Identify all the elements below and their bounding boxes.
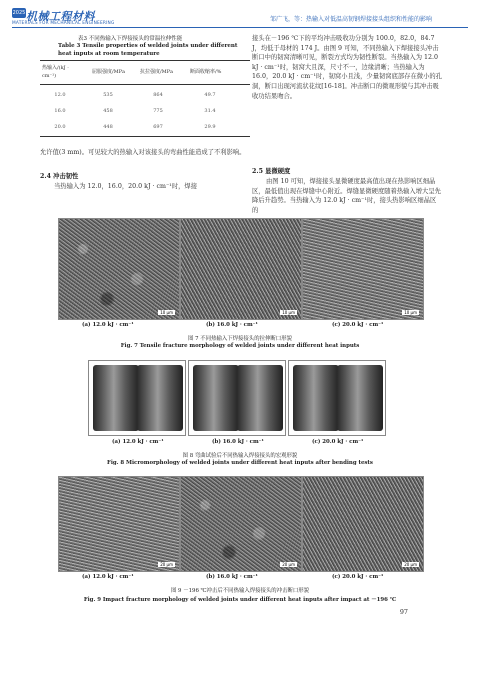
- fig9-label-b: (b) 16.0 kJ · cm⁻¹: [206, 574, 258, 580]
- fig7-label-a: (a) 12.0 kJ · cm⁻¹: [82, 322, 134, 328]
- scale-bar: 20 μm: [282, 562, 295, 567]
- table-cell: 458: [103, 108, 113, 114]
- fig9-caption-en: Fig. 9 Impact fracture morphology of welded joints under different heat inputs after impact at －196 ℃: [83, 597, 397, 603]
- table-cell: 448: [103, 124, 113, 130]
- fig8-label-a: (a) 12.0 kJ · cm⁻¹: [112, 439, 164, 445]
- fig8-label-b: (b) 16.0 kJ · cm⁻¹: [212, 439, 264, 445]
- fig7-image-c: [302, 218, 424, 320]
- fig7-caption-cn: 图 7 不同热输入下焊接接头的拉伸断口形貌: [188, 336, 292, 342]
- right-paragraph-2: 由图 10 可知，焊接接头显微硬度最高值出现在热影响区细晶区，最低值出现在焊缝中心附近。焊缝显微硬度随着热输入增大呈先降后升趋势。当热输入为 12.0 kJ · cm⁻¹时，接头热影响区细晶区的: [252, 178, 441, 214]
- table-cell: 775: [153, 108, 163, 114]
- table-cell: 864: [153, 92, 163, 98]
- fig9-image-c: [302, 476, 424, 572]
- page-number: 97: [399, 608, 408, 616]
- fig7-label-b: (b) 16.0 kJ · cm⁻¹: [206, 322, 258, 328]
- fig8-caption-cn: 图 8 弯曲试验后不同热输入焊接接头的宏观形貌: [182, 453, 298, 459]
- bend-specimen: [137, 365, 183, 431]
- bend-specimen: [337, 365, 383, 431]
- fig8-image-a: [88, 360, 186, 436]
- fig8-image-b: [188, 360, 286, 436]
- section-heading-2-4: 2.4 冲击韧性: [40, 173, 79, 180]
- year-badge: 2025: [12, 10, 26, 16]
- section-heading-2-5: 2.5 显微硬度: [252, 168, 291, 175]
- table-header-tensile: 抗拉强度/MPa: [140, 69, 173, 75]
- bend-specimen: [293, 365, 339, 431]
- scale-bar: 10 μm: [282, 310, 295, 315]
- scale-bar: 20 μm: [404, 562, 417, 567]
- table-cell: 31.4: [204, 108, 216, 114]
- table-top-rule: [40, 60, 250, 61]
- running-title: 邹广飞，等：热输入对低温高韧钢焊接接头组织和性能的影响: [269, 16, 432, 23]
- fig7-label-c: (c) 20.0 kJ · cm⁻¹: [332, 322, 384, 328]
- fig9-image-a: [58, 476, 180, 572]
- table-cell: 535: [103, 92, 113, 98]
- fig7-caption-en: Fig. 7 Tensile fracture morphology of welded joints under different heat inputs: [120, 343, 360, 349]
- table-cell: 49.7: [204, 92, 216, 98]
- table3-caption-en: Table 3 Tensile properties of welded joints under different heat inputs at room temperature: [58, 43, 238, 57]
- table-cell: 16.0: [54, 108, 66, 114]
- scale-bar: 10 μm: [160, 310, 173, 315]
- fig9-image-b: [180, 476, 302, 572]
- table-cell: 12.0: [54, 92, 66, 98]
- table-header-reduction: 断面收缩率/%: [190, 69, 222, 75]
- journal-title-en: MATERIALS FOR MECHANICAL ENGINEERING: [12, 21, 115, 26]
- fig7-image-b: [180, 218, 302, 320]
- table-bottom-rule: [40, 136, 250, 137]
- fig8-caption-en: Fig. 8 Micromorphology of welded joints under different heat inputs after bending tests: [107, 460, 373, 466]
- scale-bar: 20 μm: [160, 562, 173, 567]
- bend-specimen: [93, 365, 139, 431]
- fig8-image-c: [288, 360, 386, 436]
- table-cell: 29.9: [204, 124, 216, 130]
- journal-title-cn: 机械工程材料: [26, 10, 95, 23]
- table-mid-rule: [40, 84, 250, 85]
- table-cell: 697: [153, 124, 163, 130]
- fig9-label-c: (c) 20.0 kJ · cm⁻¹: [332, 574, 384, 580]
- left-paragraph-1: 允许值(3 mm)。可见较大的热输入对该接头的弯曲性能造成了不利影响。: [40, 149, 246, 156]
- table-cell: 20.0: [54, 124, 66, 130]
- header-rule: [12, 27, 468, 28]
- table-header-yield: 屈服强度/MPa: [92, 69, 125, 75]
- fig8-label-c: (c) 20.0 kJ · cm⁻¹: [312, 439, 364, 445]
- fig9-caption-cn: 图 9 －196 ℃冲击后不同热输入焊接接头的冲击断口形貌: [170, 588, 310, 594]
- right-paragraph-1: 接头在－196 ℃下的平均冲击吸收功分别为 100.0，82.0，84.7 J，均低于母材的 174 J。由图 9 可知，不同热输入下焊接接头冲击断口中的韧窝清晰可见，断裂方式均为韧性断裂。当热输入为 12.0 kJ · cm⁻¹时，韧窝大且深，尺寸不一，边缘清晰；当热输入为 16.0，20.0 kJ · cm⁻¹时，韧窝小且浅，少量韧窝底部存在微小的孔洞，断口出现河流状花纹[16-18]。冲击断口的微观形貌与其冲击吸收功结果吻合。: [252, 35, 442, 100]
- bend-specimen: [237, 365, 283, 431]
- scale-bar: 10 μm: [404, 310, 417, 315]
- table-header-heat-input: 热输入/(kJ · cm⁻¹): [42, 65, 69, 79]
- left-paragraph-2: 当热输入为 12.0，16.0，20.0 kJ · cm⁻¹时，焊接: [54, 183, 198, 190]
- fig7-image-a: [58, 218, 180, 320]
- table3-caption-cn: 表3 不同热输入下焊接接头的常温拉伸性能: [78, 36, 183, 42]
- fig9-label-a: (a) 12.0 kJ · cm⁻¹: [82, 574, 134, 580]
- bend-specimen: [193, 365, 239, 431]
